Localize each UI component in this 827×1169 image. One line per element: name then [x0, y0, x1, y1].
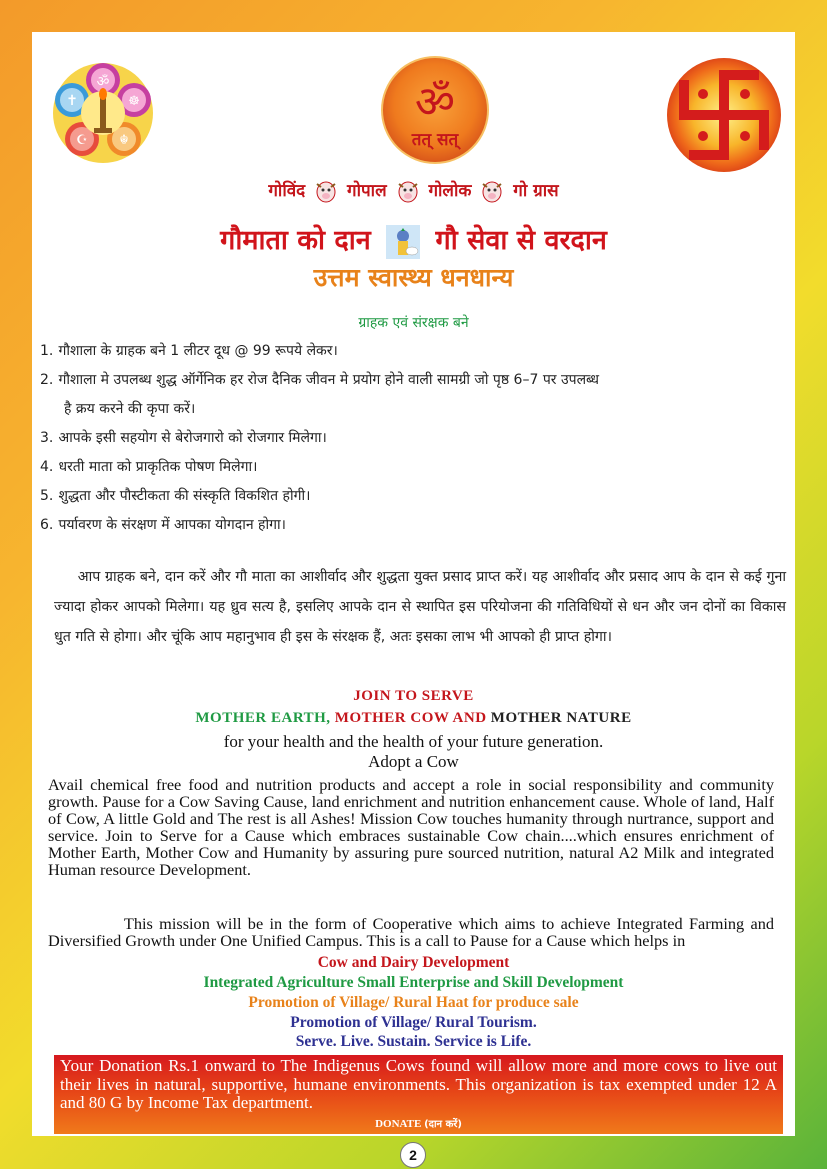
cow-face-icon	[313, 179, 339, 203]
svg-text:☬: ☬	[119, 133, 129, 148]
focus-area: Serve. Live. Sustain. Service is Life.	[295, 1033, 532, 1050]
donation-text: Your Donation Rs.1 onward to The Indigenus Cows found will allow more and more cows to live out their lives in natural, supportive, humane environments. This organization is tax exempted under 12 A and 80 G by Income Tax department.	[60, 1056, 777, 1112]
list-item: 6. पर्यावरण के संरक्षण में आपका योगदान होगा।	[40, 517, 286, 533]
tagline-govind: गोविंद	[268, 181, 306, 201]
page-number: 2	[400, 1142, 426, 1168]
list-item: 2. गौशाला मे उपलब्ध शुद्ध ऑर्गेनिक हर रोज दैनिक जीवन मे प्रयोग होने वाली सामग्री जो पृष्ठ 6–7 पर उपलब्ध है क्रय करने की कृपा करें।	[40, 372, 600, 417]
headline-left: गौमाता को दान	[220, 225, 371, 256]
focus-area: Promotion of Village/ Rural Haat for produce sale	[248, 994, 579, 1011]
donation-box	[54, 1055, 783, 1134]
om-tat-sat-logo	[380, 55, 490, 165]
health-line: for your health and the health of your future generation.	[223, 732, 604, 751]
cow-face-icon	[395, 179, 421, 203]
english-paragraph: Avail chemical free food and nutrition products and accept a role in social responsibility and community growth. Pause for a Cow Saving Cause, land enrichment and nutrition enhancement cause. Whole of land, Half of Cow, A little Gold and The rest is all Ashes! Mission Cow touches humanity through nurtrance, support and service. Join to Serve for a Cause which embraces sustainable Cow chain....which ensures enrichment of Mother Earth, Mother Cow and Humanity by assuring pure sourced nutrition, natural A2 Milk and integrated Human resource Development.	[48, 775, 774, 879]
logo-om-glyph: ॐ	[96, 74, 110, 90]
donate-button[interactable]	[54, 1116, 783, 1130]
section-label: ग्राहक एवं संरक्षक बने	[358, 315, 469, 331]
hindi-paragraph: आप ग्राहक बने, दान करें और गौ माता का आशीर्वाद और शुद्धता युक्त प्रसाद प्राप्त करें। यह आशीर्वाद और प्रसाद आप के दान से कई गुना ज्यादा होकर आपको मिलेगा। यह ध्रुव सत्य है, इसलिए आपके दान से स्थापित इस परियोजना की गतिविधियों से धन और जन दोनों का विकास धुत गति से होगा। और चूंकि आप महानुभाव ही इस के संरक्षक हैं, अतः इसका लाभ भी आपको ही प्राप्त होगा।	[54, 569, 786, 645]
tat-sat-text: तत् सत्	[411, 130, 459, 150]
om-glyph: ॐ	[414, 77, 456, 128]
svg-text:☸: ☸	[128, 94, 140, 109]
mother-earth-text: MOTHER EARTH,	[195, 710, 331, 726]
list-item: 3. आपके इसी सहयोग से बेरोजगारो को रोजगार मिलेगा।	[40, 430, 327, 446]
focus-area: Integrated Agriculture Small Enterprise and Skill Development	[203, 974, 624, 991]
headline	[32, 220, 795, 259]
mother-nature-text: MOTHER NATURE	[490, 710, 632, 726]
svg-text:☪: ☪	[76, 133, 88, 148]
donate-label-hindi: (दान करें)	[424, 1119, 462, 1130]
mother-cow-text: MOTHER COW AND	[334, 710, 487, 726]
swastika-logo	[665, 56, 783, 174]
list-item: 5. शुद्धता और पौस्टीकता की संस्कृति विकशित होगी।	[40, 488, 311, 504]
benefits-list	[40, 337, 790, 540]
subhead: उत्तम स्वास्थ्य धनधान्य	[313, 263, 514, 292]
tagline-go-gras: गो ग्रास	[513, 181, 559, 201]
mother-line	[32, 710, 795, 727]
list-item: 1. गौशाला के ग्राहक बने 1 लीटर दूध @ 99 रूपये लेकर।	[40, 343, 338, 359]
mission-paragraph: This mission will be in the form of Cooperative which aims to achieve Integrated Farming and Diversified Growth under One Unified Campus. This is a call to Pause for a Cause which helps in	[48, 914, 774, 950]
interfaith-lotus-logo	[50, 60, 156, 166]
tagline	[32, 178, 795, 203]
focus-area: Cow and Dairy Development	[317, 954, 510, 971]
list-item: 4. धरती माता को प्राकृतिक पोषण मिलेगा।	[40, 459, 258, 475]
focus-area: Promotion of Village/ Rural Tourism.	[290, 1014, 537, 1031]
adopt-line: Adopt a Cow	[368, 752, 459, 771]
page	[32, 32, 795, 1136]
cow-face-icon	[479, 179, 505, 203]
tagline-golok: गोलोक	[428, 181, 472, 201]
krishna-with-cow-image	[386, 225, 420, 259]
svg-text:✝: ✝	[66, 93, 78, 109]
headline-right: गौ सेवा से वरदान	[435, 225, 607, 256]
join-heading: JOIN TO SERVE	[353, 688, 474, 704]
donate-label: DONATE	[375, 1118, 422, 1130]
tagline-gopal: गोपाल	[347, 181, 387, 201]
